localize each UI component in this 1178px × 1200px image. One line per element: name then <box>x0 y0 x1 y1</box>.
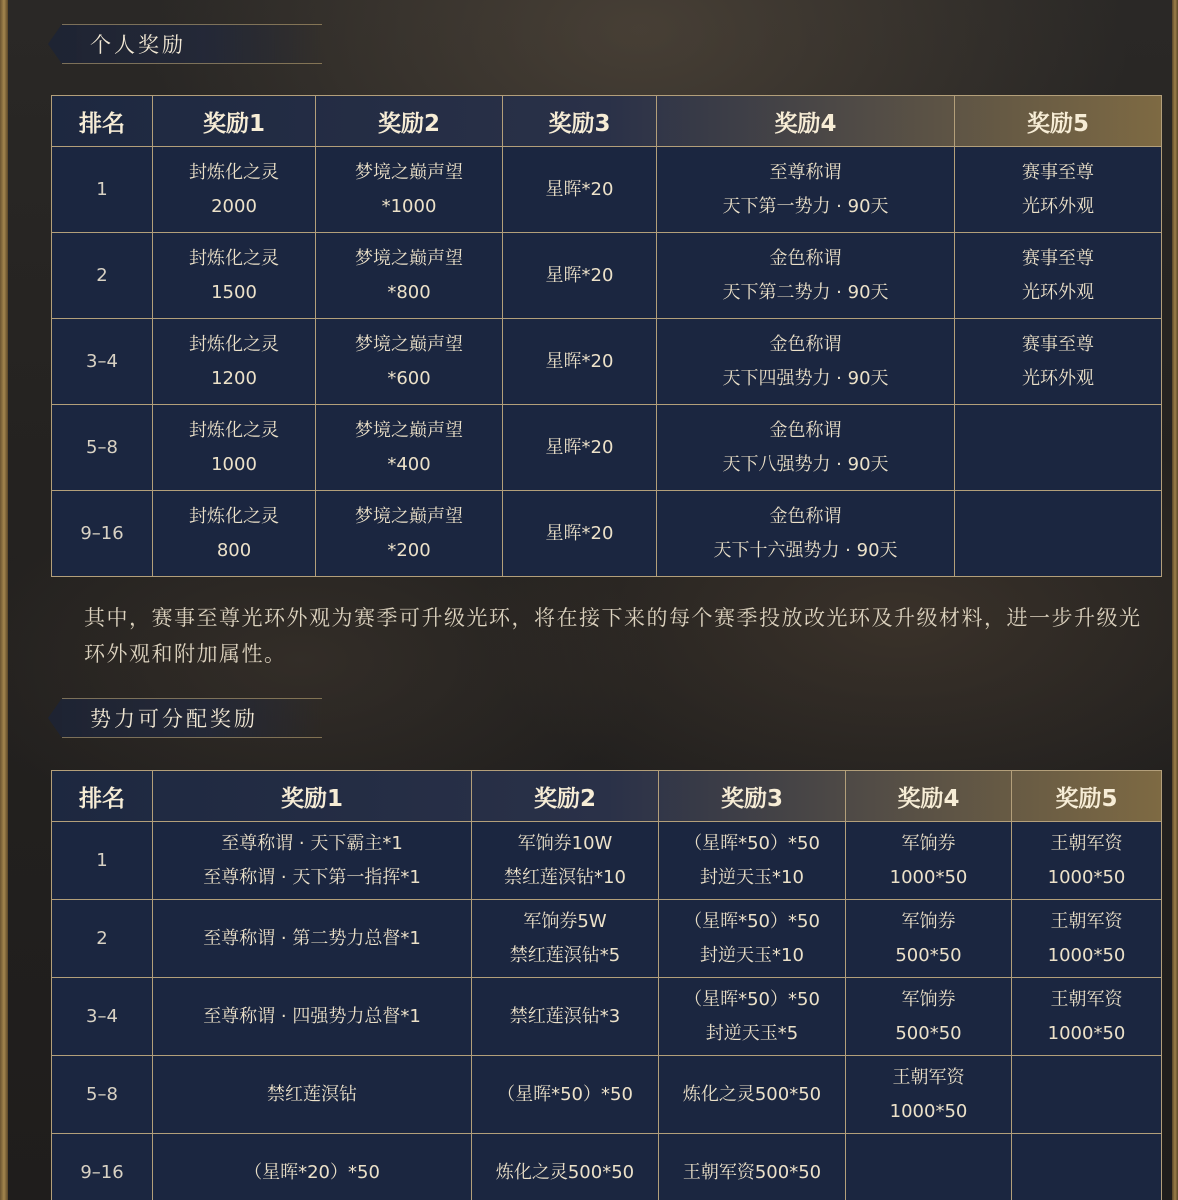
reward-3-cell <box>503 147 657 233</box>
header-reward-2: 奖励2 <box>316 96 503 147</box>
faction-reward-table <box>51 770 1162 1200</box>
header-rank: 排名 <box>52 771 153 822</box>
reward-line: 梦境之巅声望 <box>355 161 463 183</box>
reward-line: 赛事至尊 <box>1022 333 1094 355</box>
reward-line: 王朝军资 <box>892 1066 965 1088</box>
reward-3-cell <box>659 822 846 900</box>
reward-line: 梦境之巅声望 <box>355 247 463 269</box>
reward-line: 梦境之巅声望 <box>355 419 463 441</box>
header-reward-1: 奖励1 <box>153 96 316 147</box>
reward-1-cell <box>153 319 316 405</box>
reward-3-cell <box>503 491 657 577</box>
reward-line: 1000*50 <box>1047 1022 1126 1044</box>
reward-line: 王朝军资 <box>1050 988 1123 1010</box>
reward-2-cell <box>316 147 503 233</box>
reward-line: 光环外观 <box>1022 195 1094 217</box>
reward-1-cell <box>153 1056 472 1134</box>
reward-line: 光环外观 <box>1022 367 1094 389</box>
reward-5-cell <box>955 233 1162 319</box>
reward-line: 1000 <box>211 453 257 475</box>
reward-line: 封炼化之灵 <box>189 333 279 355</box>
reward-line: 至尊称谓 · 四强势力总督*1 <box>203 1005 421 1027</box>
reward-line: 星晖*20 <box>545 350 614 372</box>
rank-cell: 1 <box>52 147 153 233</box>
reward-line: 1000*50 <box>889 866 968 888</box>
header-reward-3: 奖励3 <box>503 96 657 147</box>
reward-line: 500*50 <box>895 1022 962 1044</box>
personal-row <box>52 147 1162 233</box>
reward-3-cell <box>659 1134 846 1200</box>
reward-line: 天下第一势力 · 90天 <box>722 195 889 217</box>
reward-line: 2000 <box>211 195 257 217</box>
reward-line: 禁红莲溟钻*3 <box>509 1005 621 1027</box>
reward-5-cell <box>1012 1056 1162 1134</box>
reward-line: 800 <box>216 539 252 561</box>
reward-line: *400 <box>387 453 431 475</box>
reward-5-cell <box>1012 978 1162 1056</box>
reward-5-cell <box>955 147 1162 233</box>
reward-2-cell <box>472 822 659 900</box>
reward-4-cell <box>657 147 955 233</box>
reward-1-cell <box>153 491 316 577</box>
reward-3-cell <box>503 233 657 319</box>
reward-4-cell <box>846 978 1012 1056</box>
reward-line: 至尊称谓 <box>769 161 842 183</box>
reward-line: 军饷券 <box>901 988 956 1010</box>
reward-2-cell <box>472 978 659 1056</box>
reward-line: 禁红莲溟钻 <box>267 1083 357 1105</box>
rank-cell: 9–16 <box>52 1134 153 1200</box>
reward-line: 赛事至尊 <box>1022 161 1094 183</box>
reward-4-cell <box>657 233 955 319</box>
reward-line: 王朝军资 <box>1050 910 1123 932</box>
halo-upgrade-note: 其中，赛事至尊光环外观为赛季可升级光环，将在接下来的每个赛季投放改光环及升级材料，进一步升级光环外观和附加属性。 <box>84 606 1142 666</box>
left-gold-border <box>0 0 8 1200</box>
reward-line: 炼化之灵500*50 <box>682 1083 822 1105</box>
reward-line: 至尊称谓 · 天下第一指挥*1 <box>203 866 421 888</box>
reward-1-cell <box>153 1134 472 1200</box>
header-reward-2: 奖励2 <box>472 771 659 822</box>
reward-2-cell <box>472 1056 659 1134</box>
reward-1-cell <box>153 978 472 1056</box>
reward-line: 天下四强势力 · 90天 <box>722 367 889 389</box>
reward-line: *800 <box>387 281 431 303</box>
reward-3-cell <box>503 405 657 491</box>
reward-line: （星晖*50）*50 <box>684 910 820 932</box>
reward-line: 赛事至尊 <box>1022 247 1094 269</box>
rank-cell: 5–8 <box>52 1056 153 1134</box>
reward-line: 封炼化之灵 <box>189 247 279 269</box>
reward-line: 禁红莲溟钻*5 <box>509 944 621 966</box>
reward-4-cell <box>846 822 1012 900</box>
reward-line: 1000*50 <box>1047 866 1126 888</box>
reward-5-cell <box>955 491 1162 577</box>
reward-5-cell <box>1012 1134 1162 1200</box>
reward-line: 军饷券5W <box>523 910 607 932</box>
reward-4-cell <box>846 1056 1012 1134</box>
reward-line: 1200 <box>211 367 257 389</box>
reward-line: 梦境之巅声望 <box>355 333 463 355</box>
rank-cell: 2 <box>52 233 153 319</box>
reward-5-cell <box>1012 822 1162 900</box>
reward-2-cell <box>316 233 503 319</box>
reward-1-cell <box>153 822 472 900</box>
reward-line: 天下八强势力 · 90天 <box>722 453 889 475</box>
header-reward-3: 奖励3 <box>659 771 846 822</box>
reward-line: 1500 <box>211 281 257 303</box>
reward-2-cell <box>316 405 503 491</box>
reward-line: 金色称谓 <box>769 419 842 441</box>
reward-line: *600 <box>387 367 431 389</box>
reward-4-cell <box>657 319 955 405</box>
personal-row <box>52 405 1162 491</box>
personal-section-title <box>62 24 322 64</box>
personal-header-row <box>52 96 1162 147</box>
faction-section-label: 势力可分配奖励 <box>90 707 258 731</box>
faction-row <box>52 1134 1162 1200</box>
reward-2-cell <box>316 491 503 577</box>
personal-row <box>52 319 1162 405</box>
reward-line: 军饷券 <box>901 832 956 854</box>
reward-line: *1000 <box>381 195 437 217</box>
header-reward-4: 奖励4 <box>846 771 1012 822</box>
reward-4-cell <box>846 1134 1012 1200</box>
reward-line: 军饷券10W <box>517 832 613 854</box>
reward-line: 天下十六强势力 · 90天 <box>713 539 898 561</box>
reward-line: 1000*50 <box>889 1100 968 1122</box>
reward-3-cell <box>659 1056 846 1134</box>
reward-3-cell <box>659 978 846 1056</box>
faction-row <box>52 1056 1162 1134</box>
reward-5-cell <box>955 405 1162 491</box>
reward-5-cell <box>1012 900 1162 978</box>
faction-header-row <box>52 771 1162 822</box>
reward-1-cell <box>153 233 316 319</box>
reward-line: 封炼化之灵 <box>189 419 279 441</box>
reward-5-cell <box>955 319 1162 405</box>
reward-line: 封逆天玉*10 <box>700 866 804 888</box>
reward-line: 炼化之灵500*50 <box>495 1161 635 1183</box>
header-rank: 排名 <box>52 96 153 147</box>
personal-reward-table <box>51 95 1162 577</box>
rank-cell: 3–4 <box>52 319 153 405</box>
reward-2-cell <box>472 900 659 978</box>
reward-line: 星晖*20 <box>545 264 614 286</box>
reward-line: *200 <box>387 539 431 561</box>
faction-row <box>52 900 1162 978</box>
reward-line: 500*50 <box>895 944 962 966</box>
header-reward-1: 奖励1 <box>153 771 472 822</box>
reward-line: 封逆天玉*10 <box>700 944 804 966</box>
rank-cell: 2 <box>52 900 153 978</box>
header-reward-4: 奖励4 <box>657 96 955 147</box>
reward-3-cell <box>659 900 846 978</box>
personal-row <box>52 233 1162 319</box>
rank-cell: 5–8 <box>52 405 153 491</box>
reward-4-cell <box>657 491 955 577</box>
reward-line: 星晖*20 <box>545 436 614 458</box>
reward-line: （星晖*50）*50 <box>684 832 820 854</box>
reward-line: 光环外观 <box>1022 281 1094 303</box>
header-reward-5: 奖励5 <box>1012 771 1162 822</box>
reward-line: 梦境之巅声望 <box>355 505 463 527</box>
reward-4-cell <box>657 405 955 491</box>
rank-cell: 1 <box>52 822 153 900</box>
personal-row <box>52 491 1162 577</box>
reward-line: 星晖*20 <box>545 522 614 544</box>
header-reward-5: 奖励5 <box>955 96 1162 147</box>
faction-section-title <box>62 698 322 738</box>
reward-2-cell <box>316 319 503 405</box>
reward-line: （星晖*50）*50 <box>497 1083 633 1105</box>
reward-2-cell <box>472 1134 659 1200</box>
reward-1-cell <box>153 147 316 233</box>
reward-line: 封炼化之灵 <box>189 505 279 527</box>
reward-line: （星晖*50）*50 <box>684 988 820 1010</box>
reward-1-cell <box>153 900 472 978</box>
reward-line: 金色称谓 <box>769 505 842 527</box>
reward-line: 王朝军资500*50 <box>682 1161 822 1183</box>
reward-line: 禁红莲溟钻*10 <box>504 866 626 888</box>
reward-line: 王朝军资 <box>1050 832 1123 854</box>
reward-4-cell <box>846 900 1012 978</box>
reward-line: 封炼化之灵 <box>189 161 279 183</box>
reward-1-cell <box>153 405 316 491</box>
faction-row <box>52 978 1162 1056</box>
reward-line: 天下第二势力 · 90天 <box>722 281 889 303</box>
reward-line: 金色称谓 <box>769 247 842 269</box>
reward-line: （星晖*20）*50 <box>244 1161 380 1183</box>
reward-line: 至尊称谓 · 第二势力总督*1 <box>203 927 421 949</box>
faction-row <box>52 822 1162 900</box>
rank-cell: 9–16 <box>52 491 153 577</box>
reward-line: 至尊称谓 · 天下霸主*1 <box>221 832 403 854</box>
right-gold-border <box>1172 0 1178 1200</box>
reward-line: 星晖*20 <box>545 178 614 200</box>
reward-line: 1000*50 <box>1047 944 1126 966</box>
reward-line: 金色称谓 <box>769 333 842 355</box>
reward-line: 军饷券 <box>901 910 956 932</box>
reward-3-cell <box>503 319 657 405</box>
personal-section-label: 个人奖励 <box>90 33 186 57</box>
reward-line: 封逆天玉*5 <box>705 1022 799 1044</box>
rank-cell: 3–4 <box>52 978 153 1056</box>
